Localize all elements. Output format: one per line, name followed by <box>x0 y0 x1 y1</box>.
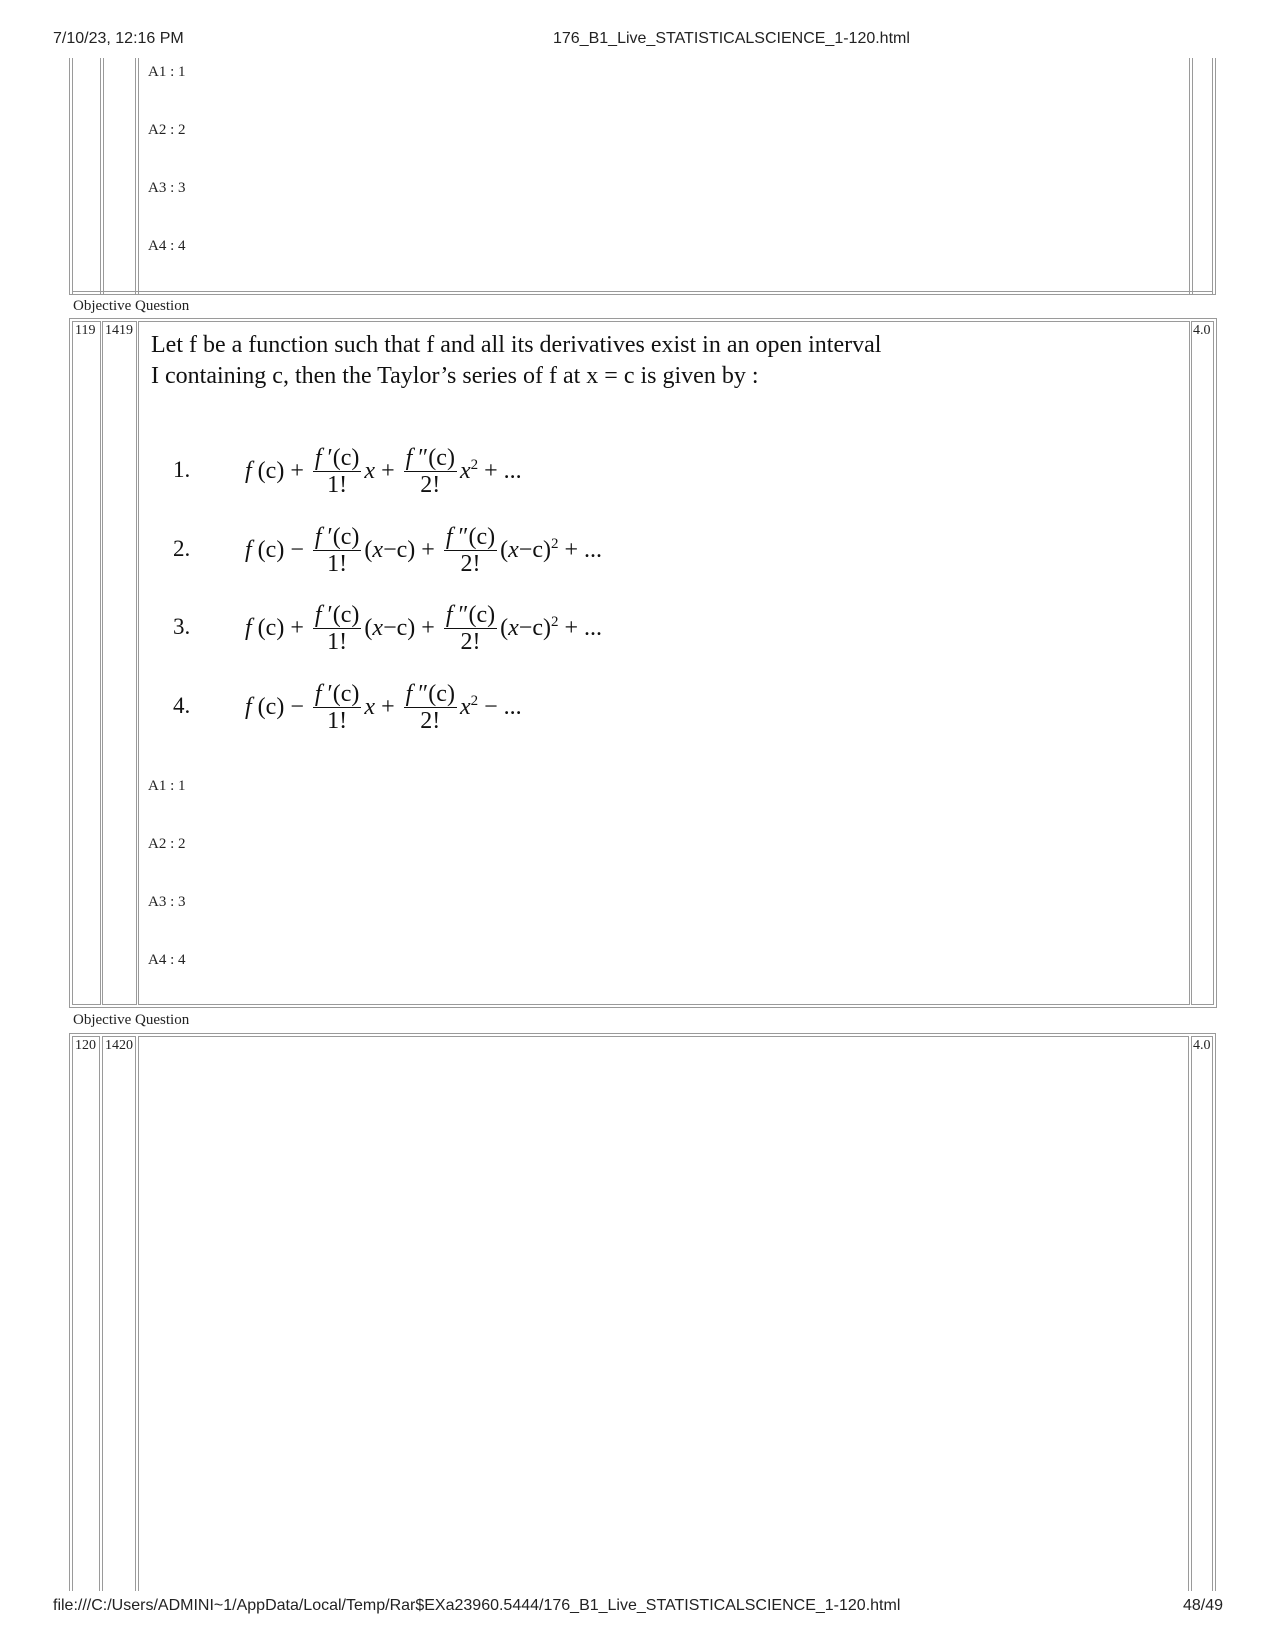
print-page-number: 48/49 <box>1183 1597 1224 1614</box>
option-number: 2. <box>173 536 191 561</box>
option-4 <box>170 677 870 737</box>
question-line-1: Let f be a function such that f and all its derivatives exist in an open interval <box>151 332 882 358</box>
question-type-label: Objective Question <box>73 298 190 314</box>
prev-answer-1: A1 : 1 <box>148 64 186 80</box>
answer-3: A3 : 3 <box>148 894 186 910</box>
answer-2: A2 : 2 <box>148 836 186 852</box>
option-number: 1. <box>173 457 191 482</box>
option-number: 3. <box>173 614 191 639</box>
option-3 <box>170 598 870 658</box>
option-formula: f (c) − $\frac{f '(c)}{1!}$ x + $\frac{f ''(c)}{2!}$ $x^2$ − ... <box>245 680 522 734</box>
prev-answer-2: A2 : 2 <box>148 122 186 138</box>
answer-1: A1 : 1 <box>148 778 186 794</box>
option-formula: f (c) + $\frac{f '(c)}{1!}$ (x−c) + $\frac{f ''(c)}{2!}$ $(x-c)^2$ + ... <box>245 601 603 655</box>
option-2 <box>170 520 870 580</box>
print-datetime: 7/10/23, 12:16 PM <box>53 30 184 47</box>
question-id: 1419 <box>105 323 133 338</box>
prev-answer-4: A4 : 4 <box>148 238 186 254</box>
option-1 <box>170 441 870 501</box>
print-page-title: 176_B1_Live_STATISTICALSCIENCE_1-120.html <box>553 30 910 47</box>
question-id: 1420 <box>105 1038 133 1053</box>
print-file-path: file:///C:/Users/ADMINI~1/AppData/Local/Temp/Rar$EXa23960.5444/176_B1_Live_STATISTICALSCIENCE_1-120.html <box>53 1597 901 1614</box>
marks: 4.0 <box>1193 323 1211 338</box>
serial-number: 119 <box>75 323 96 338</box>
option-formula: f (c) + $\frac{f '(c)}{1!}$ x + $\frac{f ''(c)}{2!}$ $x^2$ + ... <box>245 444 522 498</box>
question-line-2: I containing c, then the Taylor’s series of f at x = c is given by : <box>151 363 759 389</box>
option-number: 4. <box>173 693 191 718</box>
question-type-label: Objective Question <box>73 1012 190 1028</box>
prev-answer-3: A3 : 3 <box>148 180 186 196</box>
answer-4: A4 : 4 <box>148 952 186 968</box>
marks: 4.0 <box>1193 1038 1211 1053</box>
question-text <box>151 330 1051 392</box>
serial-number: 120 <box>75 1038 96 1053</box>
option-formula: f (c) − $\frac{f '(c)}{1!}$ (x−c) + $\frac{f ''(c)}{2!}$ $(x-c)^2$ + ... <box>245 523 603 577</box>
